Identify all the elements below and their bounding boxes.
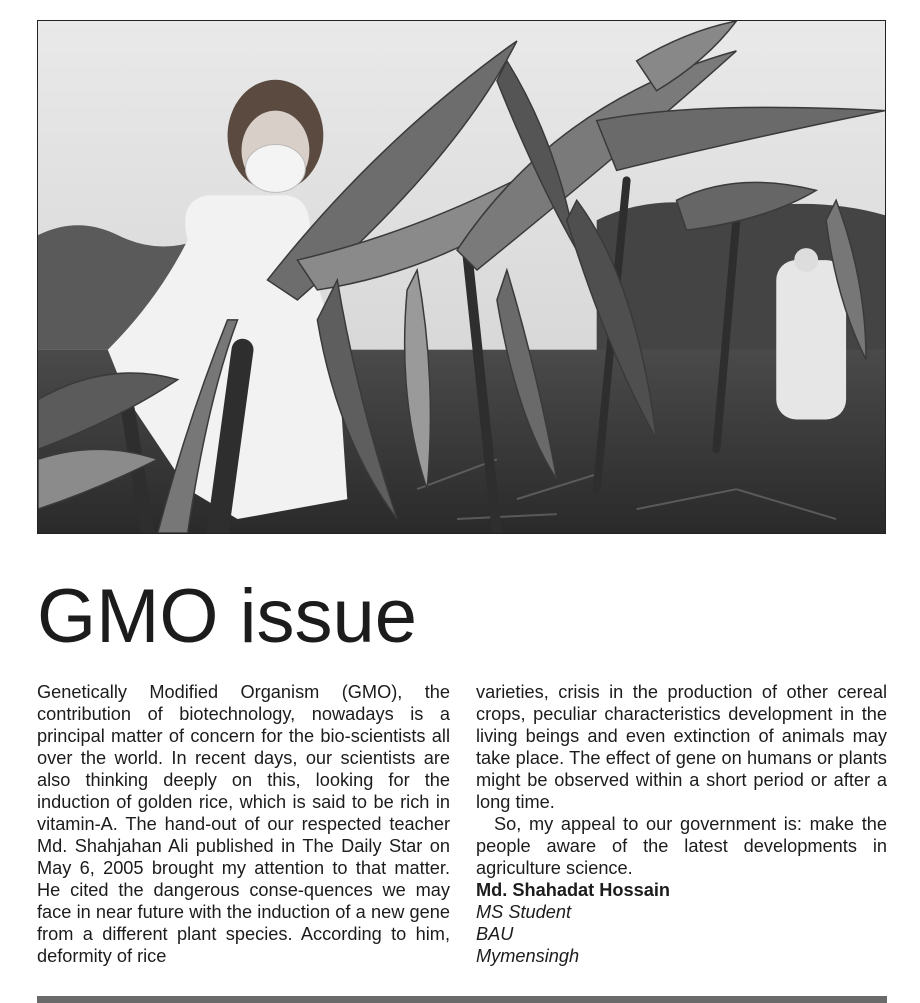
headline: GMO issue — [37, 574, 418, 659]
body-paragraph: Genetically Modified Organism (GMO), the contribution of biotechnology, nowadays is a principal matter of concern for the bio-scientists all over the world. In recent days, our scientists are also thinking deeply on this, looking for the induction of golden rice, which is said to be rich in vitamin-A. The hand-out of our respected teacher Md. Shahjahan Ali published in The Daily Star on May 6, 2005 brought my attention to that matter. He cited the dangerous conse-quences we may face in near future with the induction of a new gene from a different plant species. According to him, deformity of rice — [37, 682, 450, 966]
bottom-divider — [37, 996, 887, 1003]
body-paragraph: varieties, crisis in the production of other cereal crops, peculiar characteristics development in the living beings and even extinction of animals may take place. The effect of gene on humans or plants might be observed within a short period or after a long time. — [476, 682, 887, 812]
article-body-right-column — [476, 681, 887, 967]
author-name: Md. Shahadat Hossain — [476, 880, 671, 900]
author-title: MS Student — [476, 902, 572, 922]
article-photo — [37, 20, 886, 534]
author-institution: BAU — [476, 924, 514, 944]
body-paragraph: So, my appeal to our government is: make the people aware of the latest developments in agriculture science. — [476, 814, 887, 878]
author-location: Mymensingh — [476, 946, 580, 966]
photo-icon — [38, 21, 885, 533]
article-body-left-column — [37, 681, 450, 967]
